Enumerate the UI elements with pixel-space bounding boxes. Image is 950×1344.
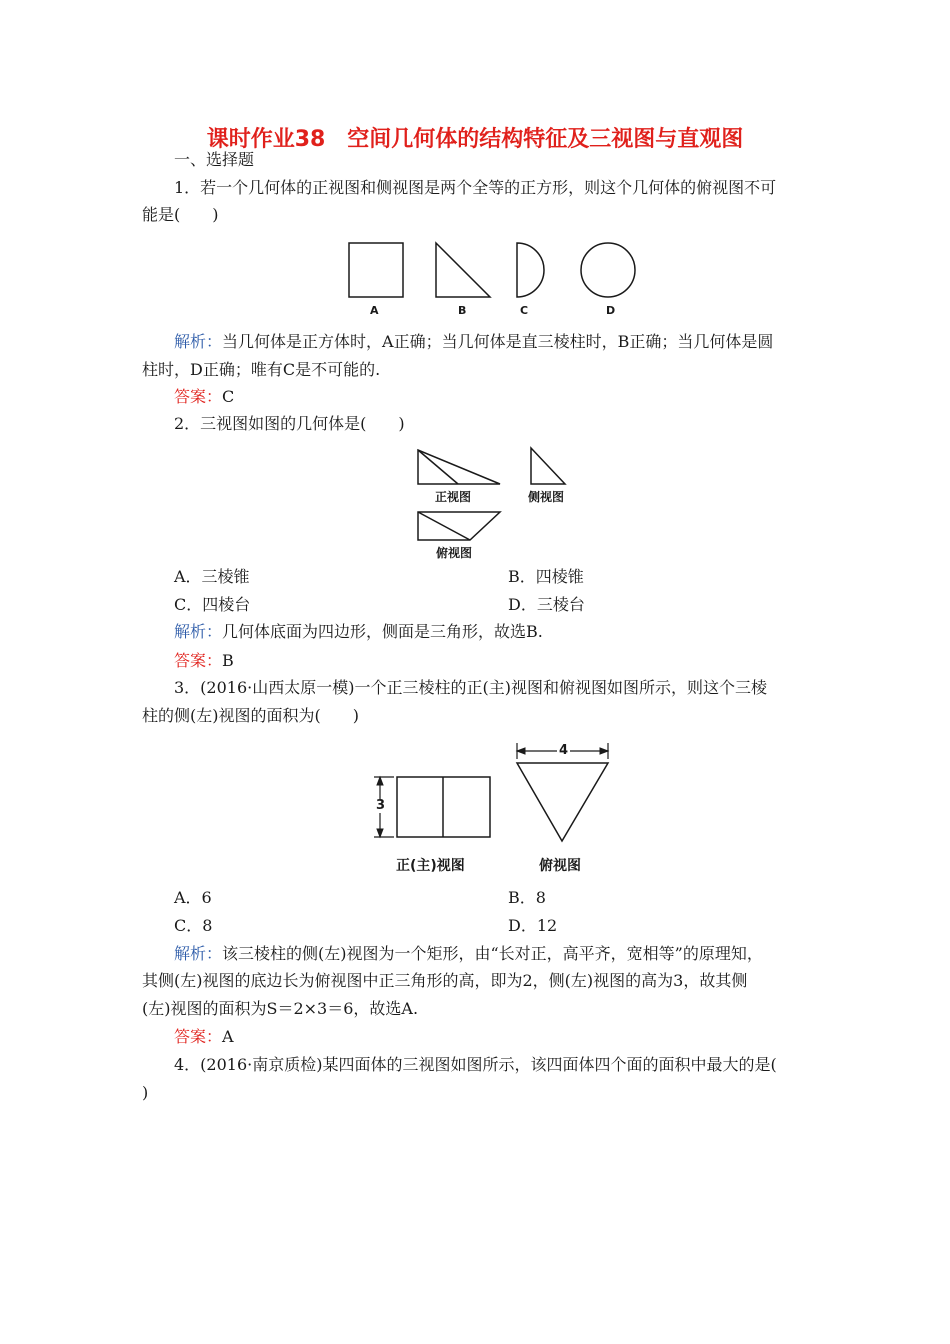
q1-analysis-line1: 解析：当几何体是正方体时，A正确；当几何体是直三棱柱时，B正确；当几何体是圆 [174, 332, 774, 351]
q1-analysis-label: 解析： [174, 332, 223, 351]
q1-fig-label-d: D [606, 304, 616, 317]
q1-answer: 答案：C [174, 387, 235, 406]
q3-option-d: D．12 [508, 916, 558, 935]
q1-text-line2: 能是( ) [142, 205, 219, 224]
q3-analysis-line1: 解析：该三棱柱的侧(左)视图为一个矩形，由“长对正，高平齐，宽相等”的原理知， [174, 944, 763, 963]
q3-text-line2: 柱的侧(左)视图的面积为( ) [142, 706, 359, 725]
q2-front-view-label: 正视图 [435, 490, 472, 504]
q2-option-c: C．四棱台 [174, 595, 251, 614]
q3-analysis-line3: (左)视图的面积为S＝2×3＝6，故选A. [142, 999, 419, 1018]
q3-analysis-label: 解析： [174, 944, 223, 963]
q1-analysis-line2: 柱时，D正确；唯有C是不可能的. [142, 360, 381, 379]
q2-analysis: 解析：几何体底面为四边形，侧面是三角形，故选B. [174, 622, 543, 641]
q3-answer-label: 答案： [174, 1027, 223, 1046]
q3-analysis-line2: 其侧(左)视图的底边长为俯视图中正三角形的高，即为2，侧(左)视图的高为3，故其侧 [142, 971, 748, 990]
q2-top-view-label: 俯视图 [436, 546, 473, 560]
q3-front-view-label: 正(主)视图 [396, 858, 465, 874]
q1-text-line1: 1．若一个几何体的正视图和侧视图是两个全等的正方形，则这个几何体的俯视图不可 [174, 178, 777, 197]
q3-option-c: C．8 [174, 916, 213, 935]
q3-width-label: 4 [559, 743, 569, 758]
q2-text: 2．三视图如图的几何体是( ) [174, 414, 405, 433]
q4-text-line1: 4．(2016·南京质检)某四面体的三视图如图所示，该四面体四个面的面积中最大的是( [174, 1055, 777, 1074]
q1-fig-label-b: B [458, 304, 467, 317]
q2-option-d: D．三棱台 [508, 595, 585, 614]
q3-option-a: A．6 [174, 888, 212, 907]
q3-height-label: 3 [376, 798, 386, 813]
q3-answer: 答案：A [174, 1027, 234, 1046]
q1-answer-label: 答案： [174, 387, 223, 406]
q1-fig-label-c: C [520, 304, 529, 317]
section-heading: 一、选择题 [174, 150, 255, 169]
q3-top-view-label: 俯视图 [539, 858, 581, 874]
page-title: 课时作业38 空间几何体的结构特征及三视图与直观图 [206, 127, 744, 152]
q2-option-b: B．四棱锥 [508, 567, 584, 586]
q4-text-line2: ) [142, 1083, 149, 1102]
q3-text-line1: 3．(2016·山西太原一模)一个正三棱柱的正(主)视图和俯视图如图所示，则这个三棱 [174, 678, 767, 697]
q2-answer-label: 答案： [174, 651, 223, 670]
q3-option-b: B．8 [508, 888, 546, 907]
q2-option-a: A．三棱锥 [174, 567, 250, 586]
q2-analysis-label: 解析： [174, 622, 223, 641]
q2-answer: 答案：B [174, 651, 234, 670]
q2-side-view-label: 侧视图 [528, 490, 565, 504]
q3-top-view [517, 763, 608, 841]
q1-fig-label-a: A [370, 304, 379, 317]
